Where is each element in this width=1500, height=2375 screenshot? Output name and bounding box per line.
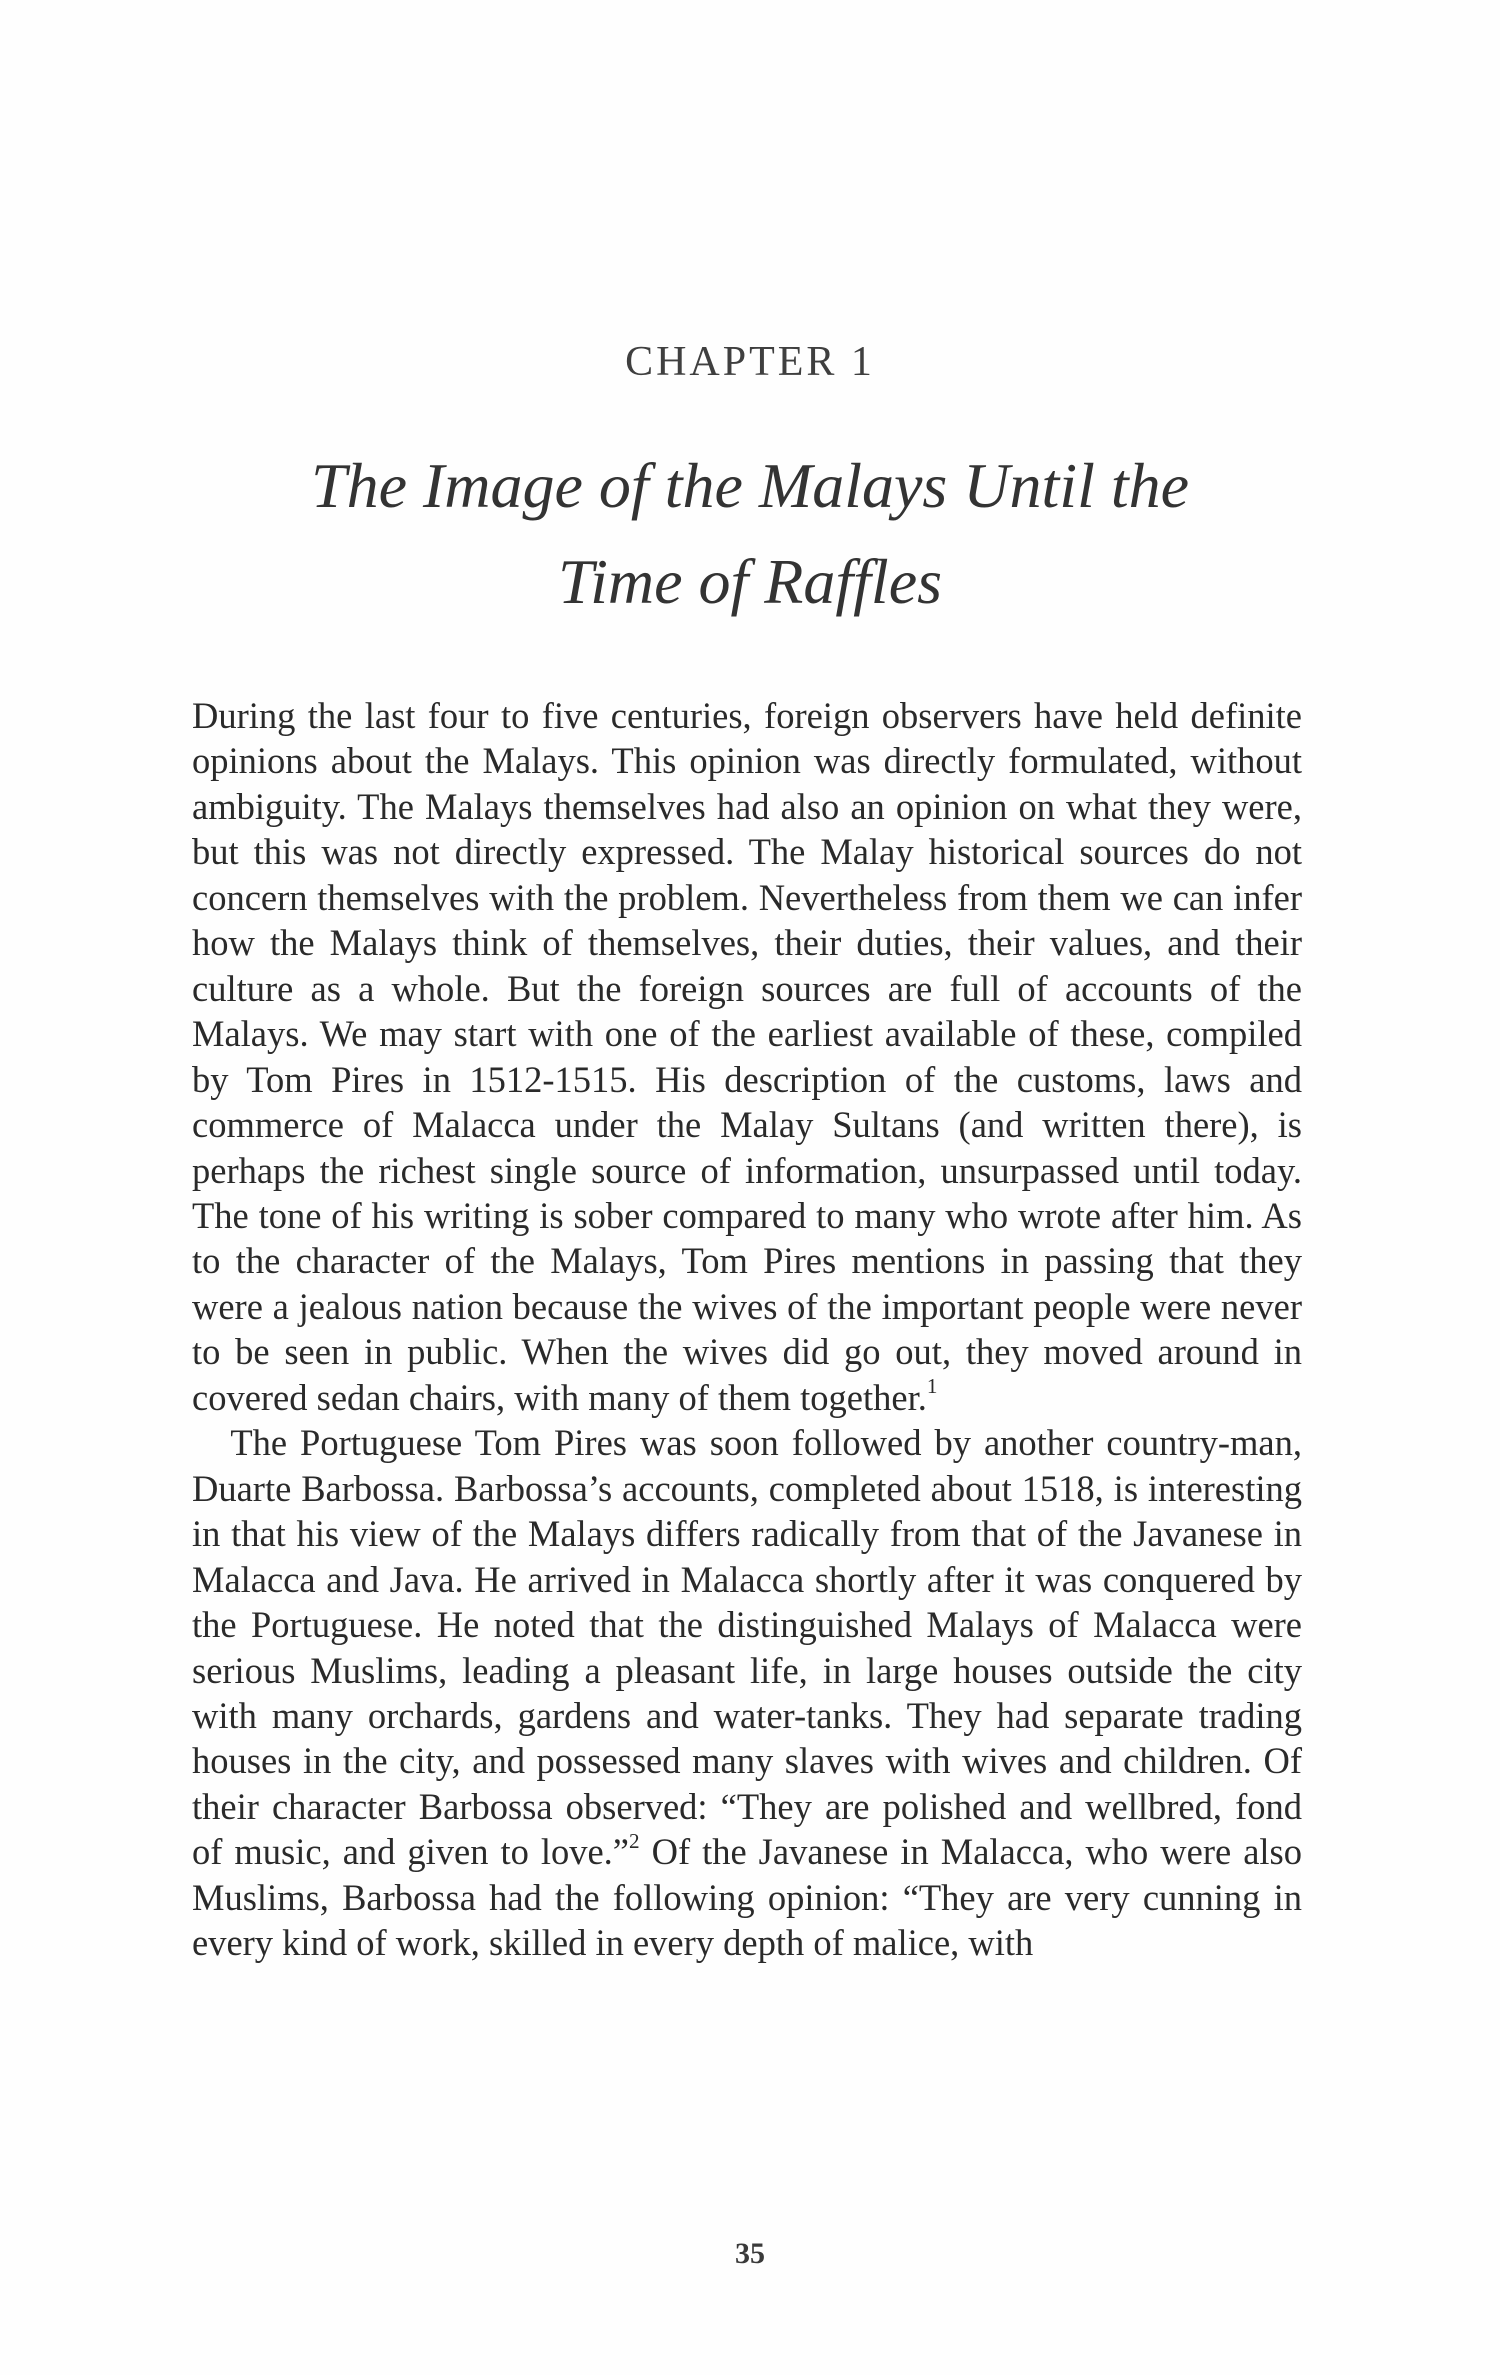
page-number: 35 [735,2237,765,2270]
paragraph-2-text-b: Of the Javanese in Malacca, who were also Muslims, Barbossa had the following opinion: “They are very cunning in every kind of work, skilled in every depth of malice, with [192,1831,1302,1964]
chapter-title [0,438,1500,630]
paragraph-1 [192,693,1302,1420]
body-text [192,693,1302,1966]
chapter-label: CHAPTER 1 [625,339,875,385]
chapter-title-line-2: Time of Raffles [558,546,942,617]
paragraph-1-text: During the last four to five centuries, foreign observers have held definite opinions about the Malays. This opinion was directly formulated, without ambiguity. The Malays themselves had also an opinion on what they were, but this was not directly expressed. The Malay historical sources do not concern themselves with the problem. Nevertheless from them we can infer how the Malays think of themselves, their duties, their values, and their culture as a whole. But the foreign sources are full of accounts of the Malays. We may start with one of the earliest available of these, compiled by Tom Pires in 1512-1515. His description of the customs, laws and commerce of Malacca under the Malay Sultans (and written there), is perhaps the richest single source of information, unsurpassed until today. The tone of his writing is sober compared to many who wrote after him. As to the character of the Malays, Tom Pires mentions in passing that they were a jealous nation because the wives of the important people were never to be seen in public. When the wives did go out, they moved around in covered sedan chairs, with many of them together. [192,695,1302,1418]
chapter-title-line-1: The Image of the Malays Until the [310,450,1190,521]
paragraph-2-text-a: The Portuguese Tom Pires was soon followed by another country-man, Duarte Barbossa. Barbossa’s accounts, completed about 1518, is interesting in that his view of the Malays differs radically from that of the Javanese in Malacca and Java. He arrived in Malacca shortly after it was conquered by the Portuguese. He noted that the distinguished Malays of Malacca were serious Muslims, leading a pleasant life, in large houses outside the city with many orchards, gardens and water-tanks. They had separate trading houses in the city, and possessed many slaves with wives and children. Of their character Barbossa observed: “They are polished and wellbred, fond of music, and given to love.” [192,1422,1302,1873]
footnote-ref-2: 2 [629,1829,640,1853]
footnote-ref-1: 1 [926,1374,938,1399]
paragraph-2 [192,1420,1302,1965]
